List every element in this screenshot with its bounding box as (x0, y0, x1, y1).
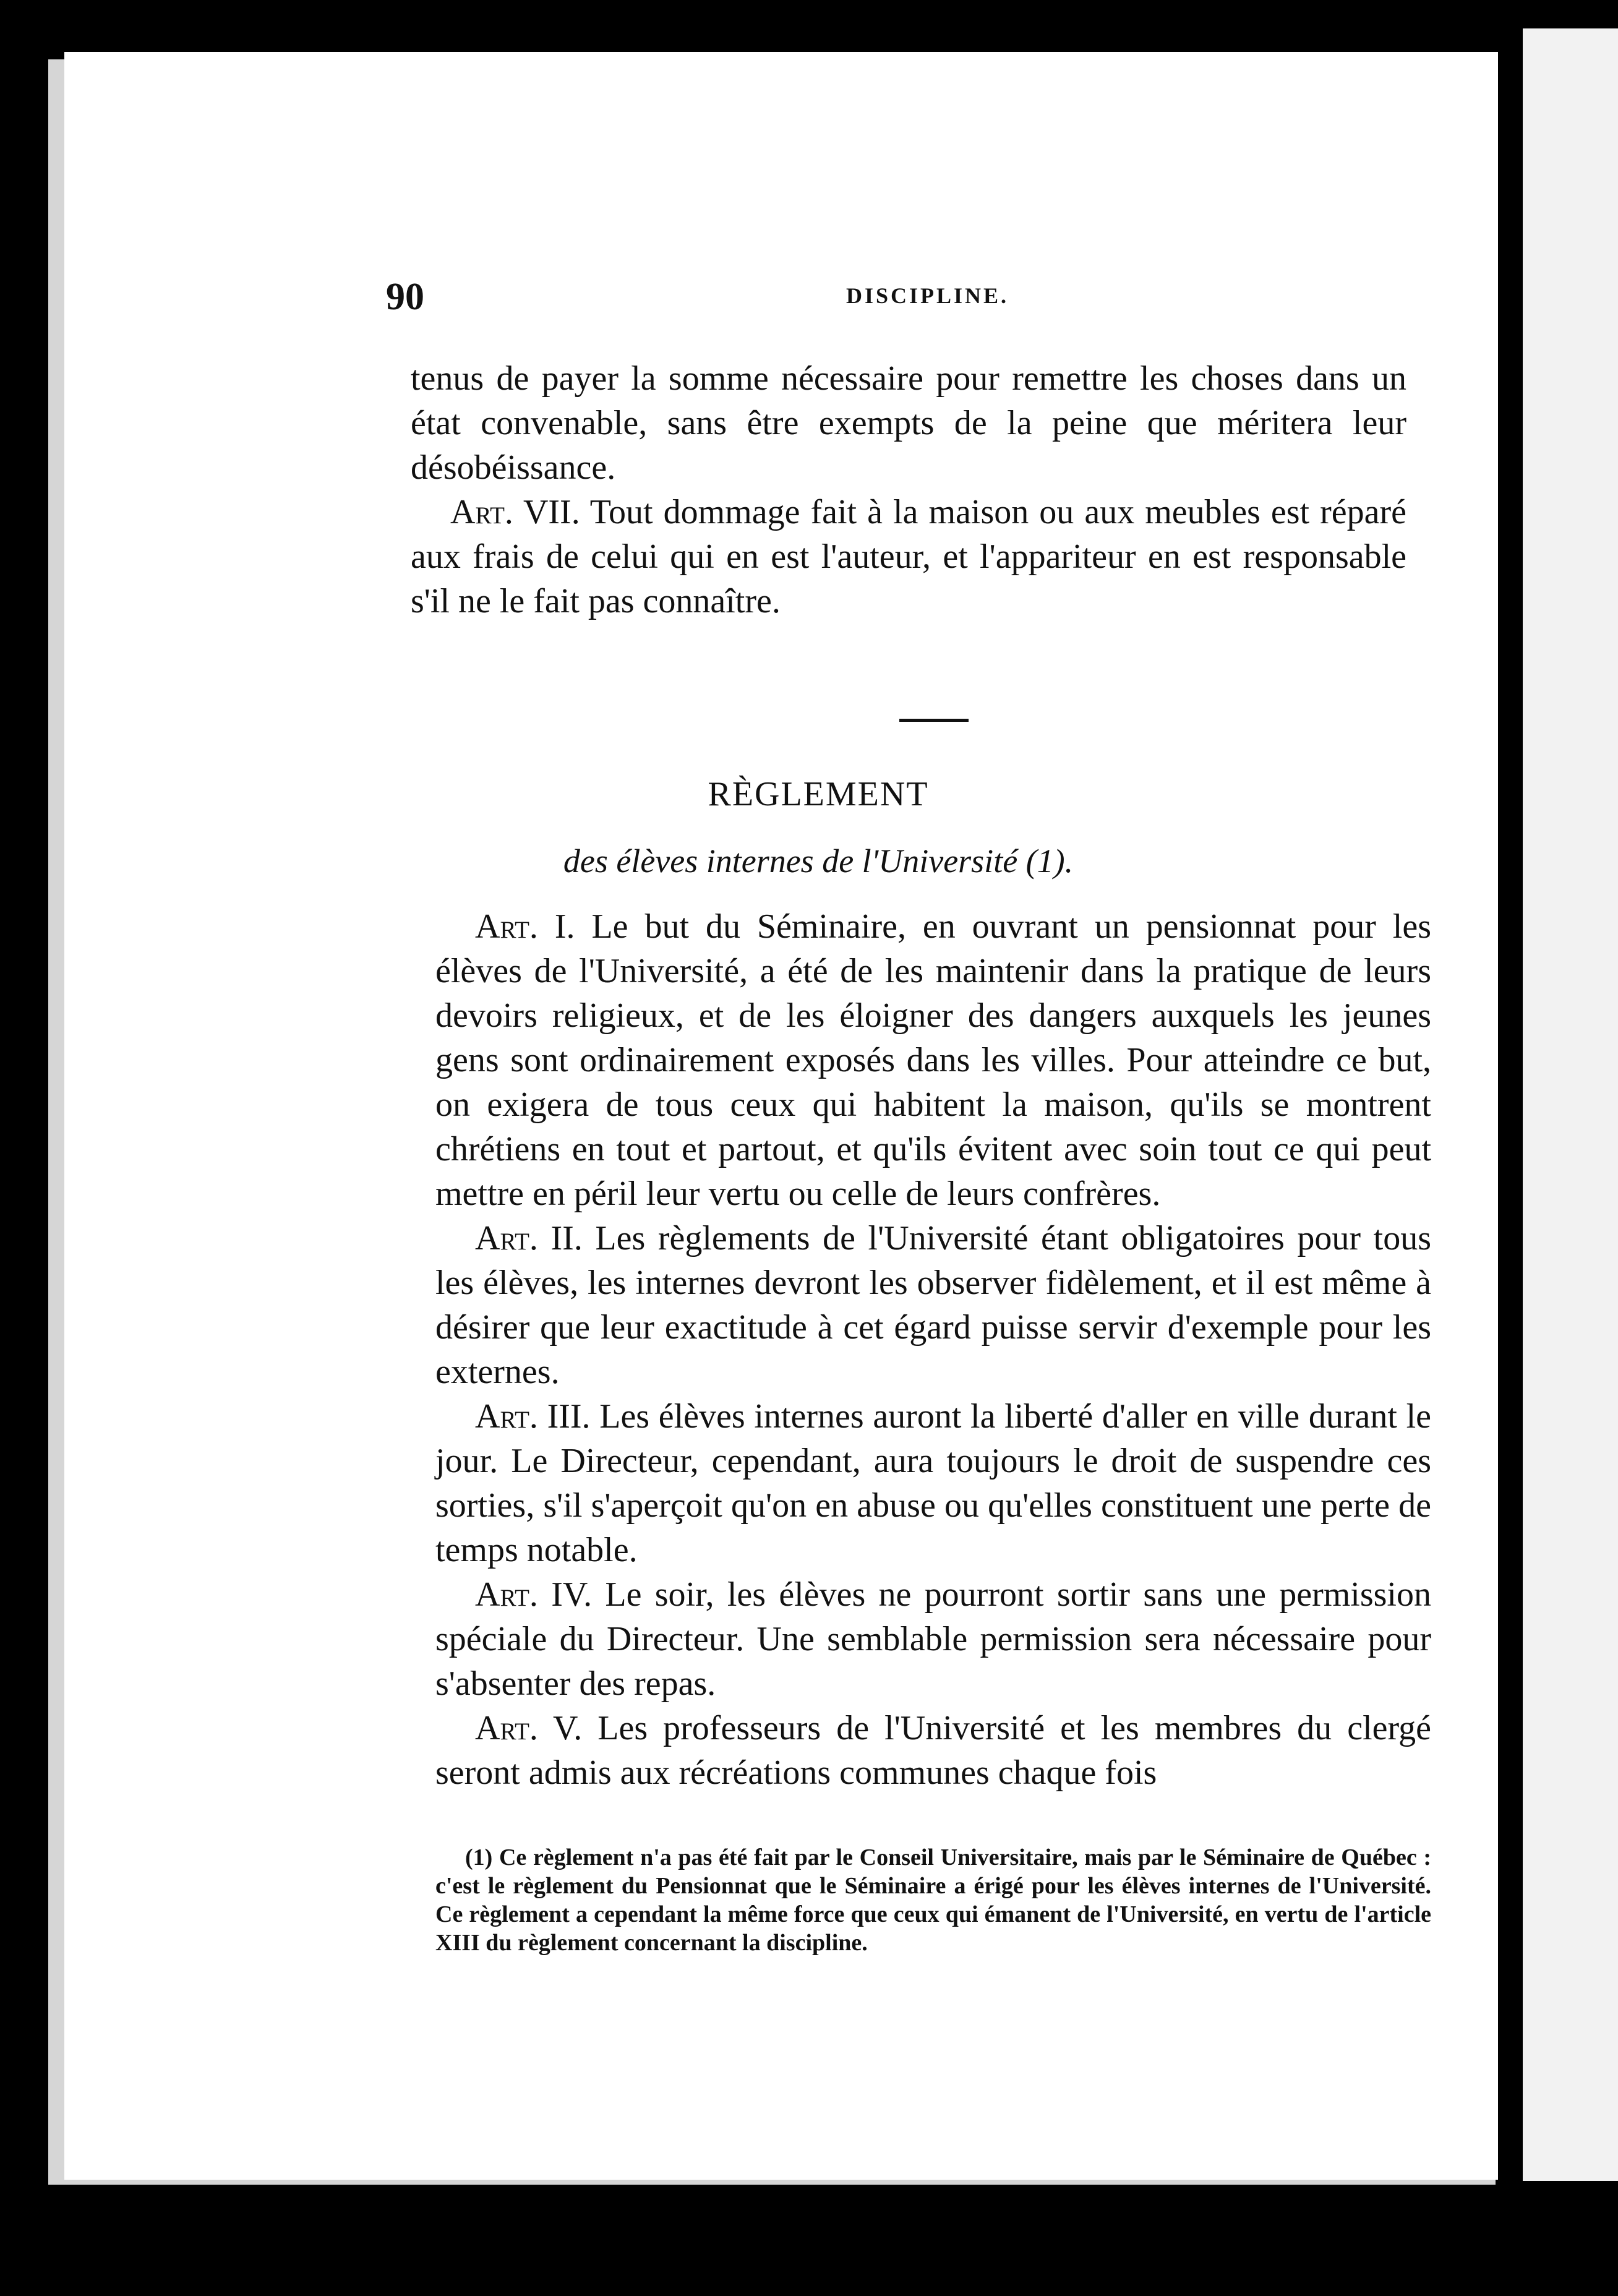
continued-paragraph: tenus de payer la somme nécessaire pour remettre les choses dans un état convenable, sans être exempts de la peine que méritera leur désobéissance. (411, 359, 1406, 487)
article-1-text: Le but du Séminaire, en ouvrant un pensionnat pour les élèves de l'Université, a été de les maintenir dans la pratique de leurs devoirs religieux, et de les éloigner des dangers auxquels les jeunes gens sont ordinairement exposés dans les villes. Pour atteindre ce but, on exigera de tous ceux qui habitent la maison, qu'ils se montrent chrétiens en tout et partout, et qu'ils évitent avec soin tout ce qui peut mettre en péril leur vertu ou celle de leurs confrères. (435, 907, 1431, 1213)
footnote: (1) Ce règlement n'a pas été fait par le Conseil Universitaire, mais par le Séminaire de Québec : c'est le règlement du Pensionnat que le Séminaire a érigé pour les élèves internes de l'Université. Ce règlement a cependant la même force que ceux qui émanent de l'Université, en vertu de l'article XIII du règlement concernant la discipline. (435, 1844, 1431, 1956)
article-4-text: Le soir, les élèves ne pourront sortir sans une permission spéciale du Directeur. Une semblable permission sera nécessaire pour s'absenter des repas. (435, 1575, 1431, 1703)
article-4-label: Art. IV. (475, 1575, 593, 1614)
article-5-label: Art. V. (475, 1709, 583, 1747)
gutter-gap (1498, 0, 1523, 2296)
running-head: DISCIPLINE. (846, 283, 1009, 308)
article-5-text: Les professeurs de l'Université et les membres du clergé seront admis aux récréations communes chaque fois (435, 1709, 1431, 1792)
article-1 (435, 904, 1431, 1216)
article-5 (435, 1706, 1431, 1795)
article-3 (435, 1394, 1431, 1572)
facing-page-edge (1523, 28, 1618, 2181)
section-subtitle: des élèves internes de l'Université (1). (563, 842, 1074, 880)
article-2-label: Art. II. (475, 1219, 583, 1257)
article-7-label: Art. VII. (450, 493, 580, 531)
article-1-label: Art. I. (475, 907, 575, 946)
article-2 (435, 1216, 1431, 1394)
article-4 (435, 1572, 1431, 1706)
article-3-text: Les élèves internes auront la liberté d'aller en ville durant le jour. Le Directeur, cependant, aura toujours le droit de suspendre ces sorties, s'il s'aperçoit qu'on en abuse ou qu'elles constituent une perte de temps notable. (435, 1397, 1431, 1569)
article-7 (411, 490, 1406, 623)
page-header (64, 272, 1498, 322)
continued-text-block (411, 356, 1406, 623)
article-2-text: Les règlements de l'Université étant obligatoires pour tous les élèves, les internes devront les observer fidèlement, et il est même à désirer que leur exactitude à cet égard puisse servir d'exemple pour les externes. (435, 1219, 1432, 1391)
page-number: 90 (386, 276, 424, 318)
article-3-label: Art. III. (475, 1397, 591, 1436)
section-title: RÈGLEMENT (708, 775, 929, 813)
book-page (64, 52, 1498, 2180)
rules-articles (435, 904, 1431, 1795)
section-separator-rule (899, 719, 969, 722)
article-7-text: Tout dommage fait à la maison ou aux meubles est réparé aux frais de celui qui en est l'auteur, et l'appariteur en est responsable s'il ne le fait pas connaître. (411, 493, 1406, 620)
